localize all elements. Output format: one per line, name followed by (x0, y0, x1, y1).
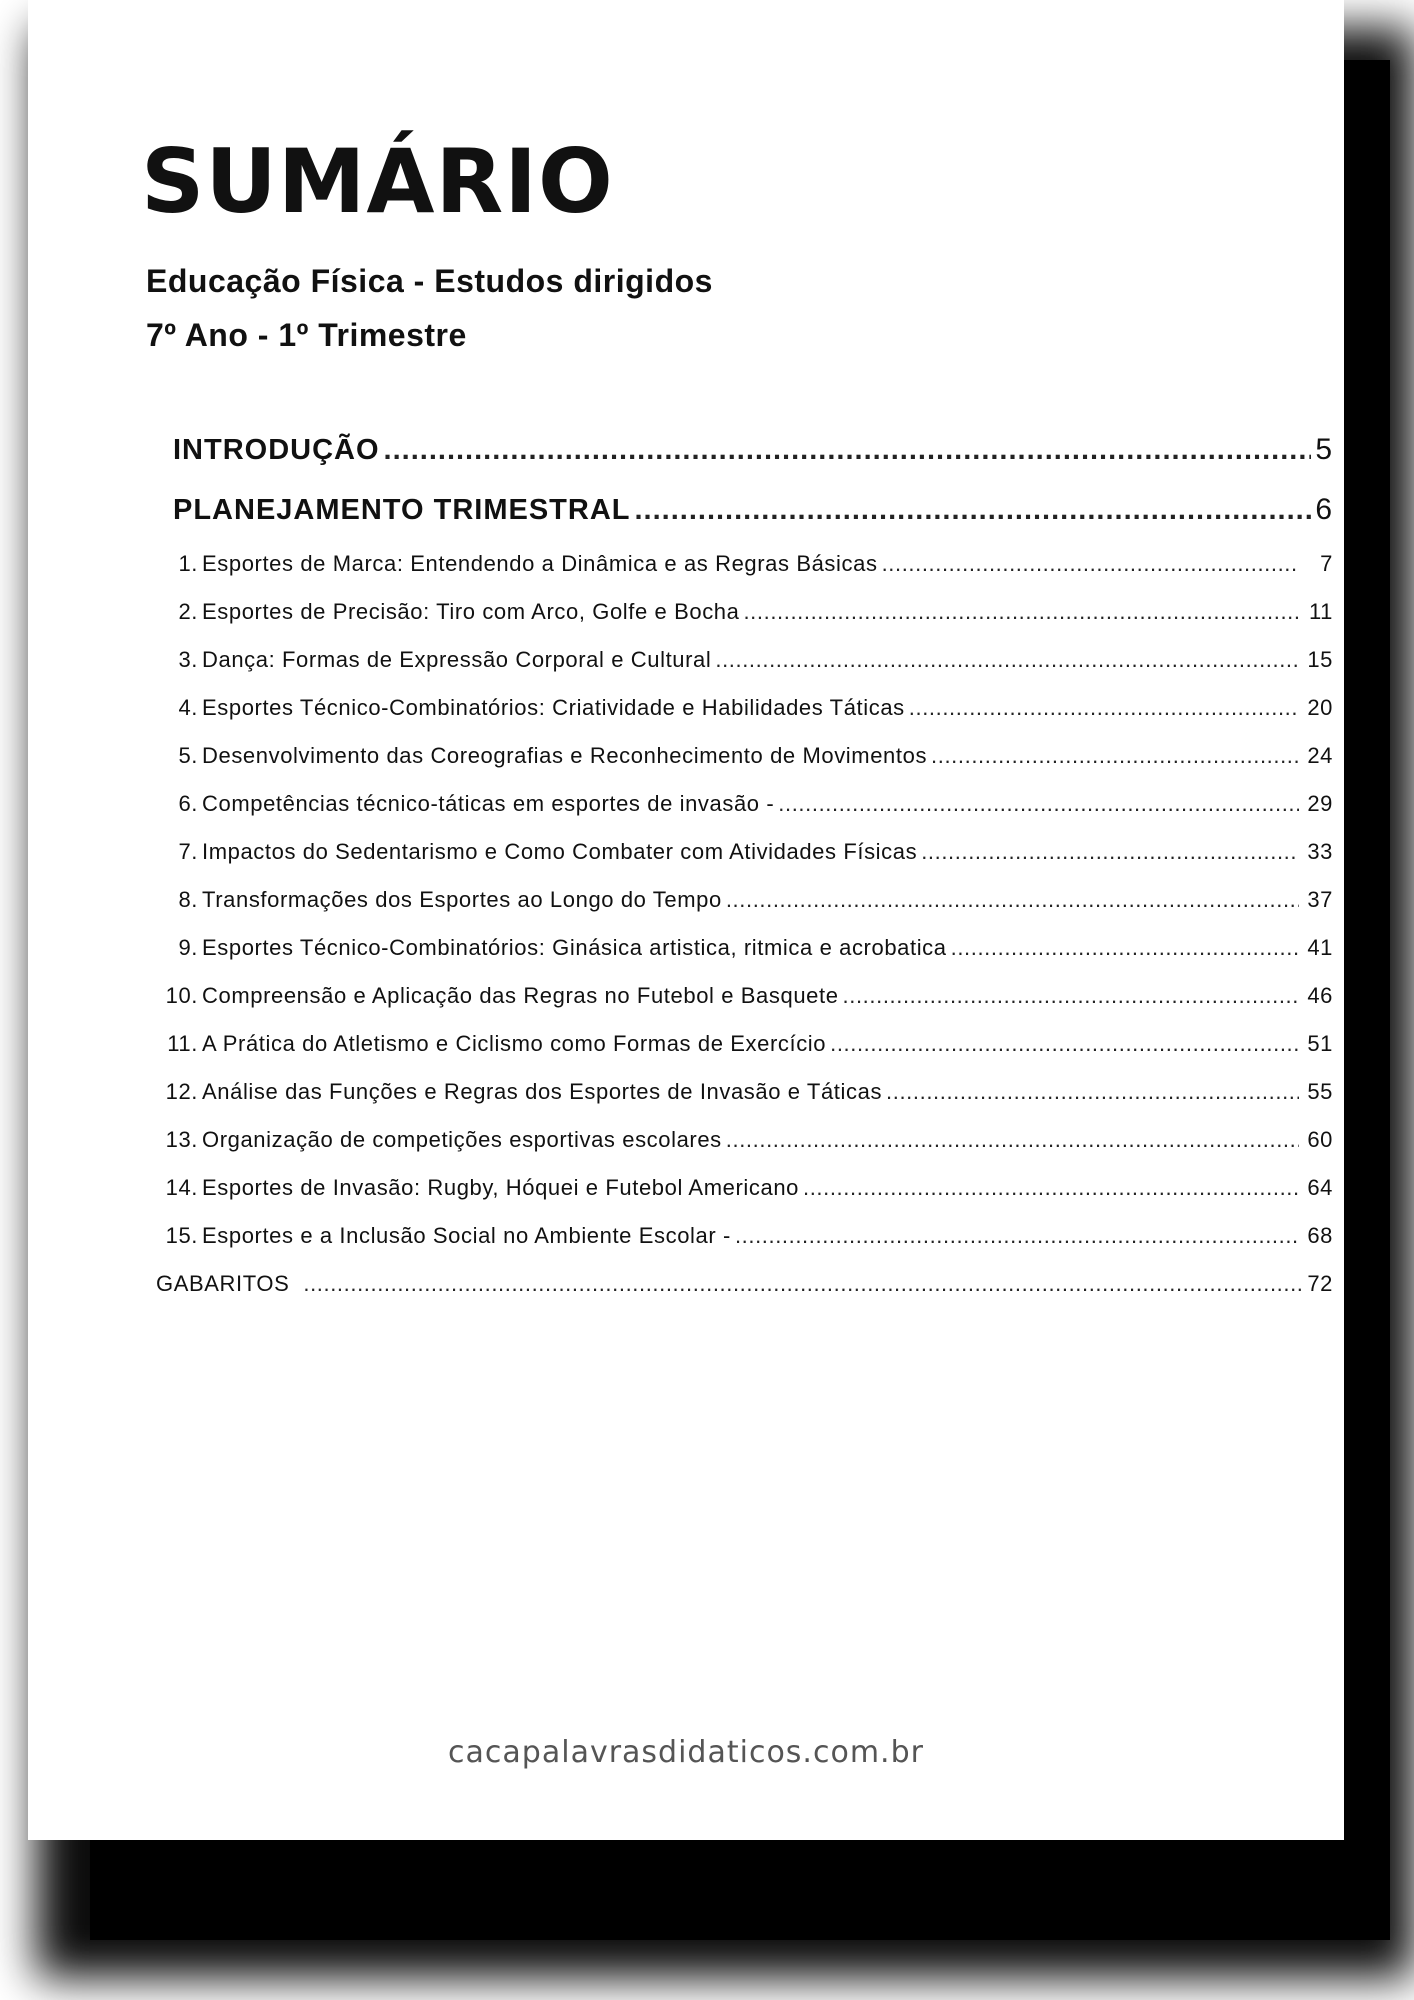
toc-entry-number: 10. (165, 983, 198, 1008)
subtitle-grade: 7º Ano - 1º Trimestre (146, 317, 467, 353)
toc-page-number: 46 (1307, 983, 1333, 1008)
dot-leader (951, 935, 1299, 961)
dot-leader (743, 599, 1299, 625)
toc-page-number: 37 (1307, 887, 1333, 912)
toc-major-label: INTRODUÇÃO (173, 434, 380, 466)
toc-page-number: 15 (1307, 647, 1333, 672)
toc-entry-number: 15. (165, 1223, 198, 1248)
toc-entry-number: 7. (178, 839, 198, 864)
toc-major-introducao[interactable] (173, 433, 1333, 467)
document-page (28, 0, 1344, 1840)
toc-entry-label: Análise das Funções e Regras dos Esportes de Invasão e Táticas (202, 1079, 883, 1104)
toc-entry-label: Esportes de Precisão: Tiro com Arco, Golfe e Bocha (202, 599, 740, 624)
toc-entry[interactable] (155, 743, 1333, 769)
toc-gabaritos[interactable] (156, 1271, 1333, 1297)
toc-entry-label: Esportes Técnico-Combinatórios: Criatividade e Habilidades Táticas (202, 695, 905, 720)
toc-page-number: 20 (1307, 695, 1333, 720)
toc-page-number: 29 (1307, 791, 1333, 816)
toc-entry-label: Esportes de Marca: Entendendo a Dinâmica e as Regras Básicas (202, 551, 878, 576)
dot-leader (634, 494, 1311, 527)
dot-leader (843, 983, 1299, 1009)
dot-leader (886, 1079, 1299, 1105)
toc-entry-label: Desenvolvimento das Coreografias e Reconhecimento de Movimentos (202, 743, 928, 768)
toc-entry[interactable] (155, 1175, 1333, 1201)
page-title: SUMÁRIO (141, 130, 614, 233)
toc-gabaritos-label: GABARITOS (156, 1271, 290, 1296)
toc-page-number: 72 (1307, 1271, 1333, 1296)
toc-entry-label: Esportes Técnico-Combinatórios: Ginásica artistica, ritmica e acrobatica (202, 935, 947, 960)
dot-leader (384, 434, 1312, 467)
toc-entry[interactable] (155, 551, 1333, 577)
toc-entry-number: 8. (178, 887, 198, 912)
subtitle-subject: Educação Física - Estudos dirigidos (146, 263, 713, 299)
toc-entry-label: Dança: Formas de Expressão Corporal e Cultural (202, 647, 712, 672)
toc-page-number: 60 (1307, 1127, 1333, 1152)
toc-page-number: 64 (1307, 1175, 1333, 1200)
toc-entry-label: Compreensão e Aplicação das Regras no Futebol e Basquete (202, 983, 839, 1008)
toc-page-number: 68 (1307, 1223, 1333, 1248)
toc-entry-label: Esportes e a Inclusão Social no Ambiente Escolar - (202, 1223, 731, 1248)
toc-entry-number: 3. (178, 647, 198, 672)
toc-entry-number: 11. (167, 1031, 198, 1056)
toc-entry-number: 5. (178, 743, 198, 768)
toc-entry[interactable] (155, 599, 1333, 625)
toc-entry-label: Impactos do Sedentarismo e Como Combater com Atividades Físicas (202, 839, 918, 864)
dot-leader (735, 1223, 1299, 1249)
toc-entry-number: 14. (165, 1175, 198, 1200)
toc-page-number: 7 (1320, 551, 1333, 576)
toc-entry-number: 13. (165, 1127, 198, 1152)
toc-entry[interactable] (155, 1127, 1333, 1153)
toc-page-number: 33 (1307, 839, 1333, 864)
table-of-contents (28, 0, 1344, 1840)
toc-page-number: 41 (1307, 935, 1333, 960)
dot-leader (778, 791, 1299, 817)
toc-page-number: 6 (1315, 493, 1333, 526)
toc-entry-number: 4. (178, 695, 198, 720)
toc-page-number: 55 (1307, 1079, 1333, 1104)
toc-entry-label: A Prática do Atletismo e Ciclismo como Formas de Exercício (202, 1031, 827, 1056)
toc-entry-number: 6. (178, 791, 198, 816)
toc-entry[interactable] (155, 1079, 1333, 1105)
toc-entry[interactable] (155, 647, 1333, 673)
dot-leader (909, 695, 1299, 721)
dot-leader (715, 647, 1299, 673)
dot-leader (303, 1271, 1303, 1297)
toc-entry[interactable] (155, 791, 1333, 817)
toc-entry[interactable] (155, 1031, 1333, 1057)
toc-entry-number: 2. (178, 599, 198, 624)
toc-entry-label: Organização de competições esportivas escolares (202, 1127, 722, 1152)
toc-entry[interactable] (155, 695, 1333, 721)
dot-leader (882, 551, 1299, 577)
toc-major-label: PLANEJAMENTO TRIMESTRAL (173, 494, 631, 526)
toc-page-number: 11 (1308, 599, 1333, 624)
dot-leader (726, 1127, 1299, 1153)
toc-entry-label: Competências técnico-táticas em esportes de invasão - (202, 791, 775, 816)
toc-entry[interactable] (155, 935, 1333, 961)
dot-leader (803, 1175, 1299, 1201)
toc-entry-number: 12. (165, 1079, 198, 1104)
toc-entry[interactable] (155, 839, 1333, 865)
dot-leader (921, 839, 1299, 865)
toc-entry-number: 1. (178, 551, 198, 576)
toc-page-number: 24 (1307, 743, 1333, 768)
dot-leader (931, 743, 1299, 769)
toc-entry-number: 9. (178, 935, 198, 960)
toc-page-number: 5 (1315, 433, 1333, 466)
toc-entry[interactable] (155, 887, 1333, 913)
toc-page-number: 51 (1307, 1031, 1333, 1056)
dot-leader (726, 887, 1299, 913)
toc-entry-label: Transformações dos Esportes ao Longo do Tempo (202, 887, 722, 912)
toc-major-planejamento[interactable] (173, 493, 1333, 527)
toc-entry[interactable] (155, 1223, 1333, 1249)
toc-entry[interactable] (155, 983, 1333, 1009)
dot-leader (830, 1031, 1299, 1057)
footer-website: cacapalavrasdidaticos.com.br (448, 1735, 924, 1770)
toc-entry-label: Esportes de Invasão: Rugby, Hóquei e Futebol Americano (202, 1175, 799, 1200)
